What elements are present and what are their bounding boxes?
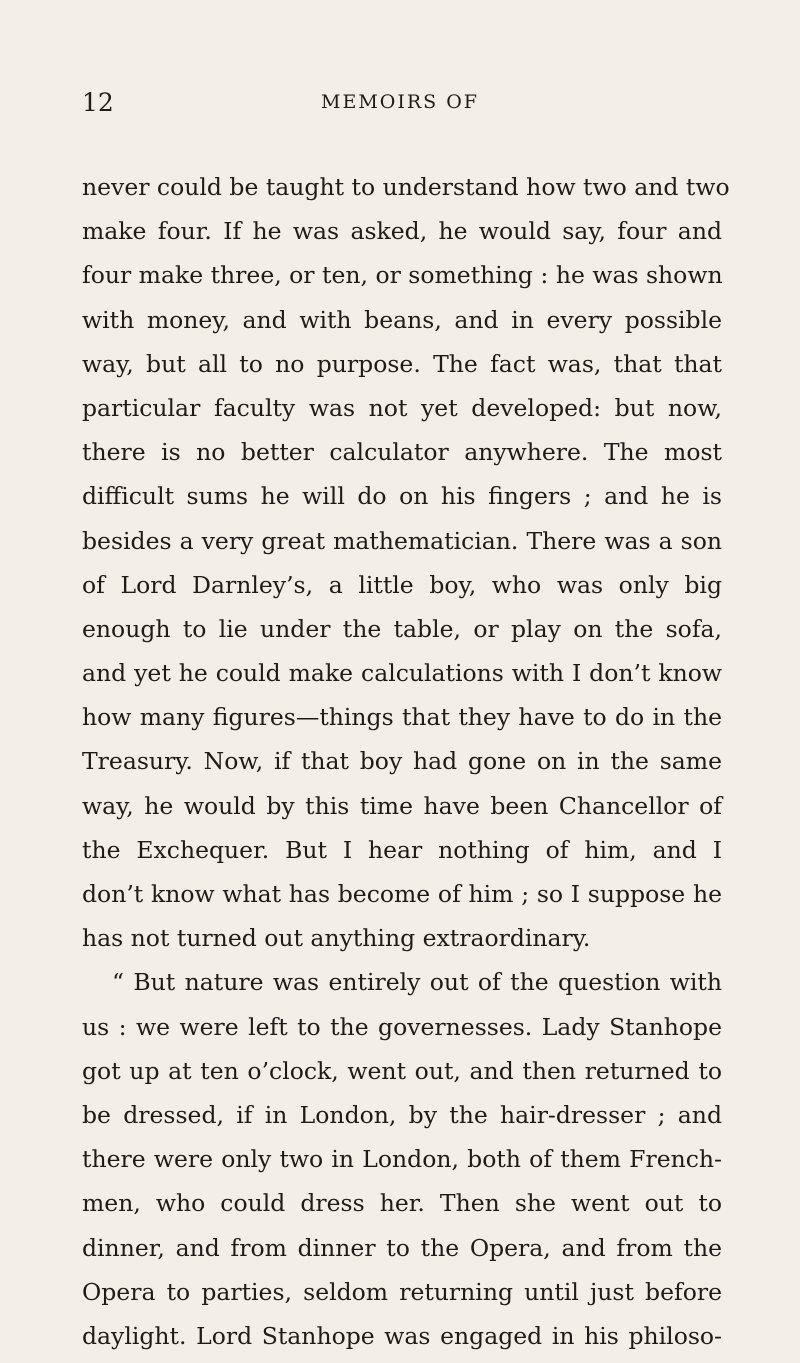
page-number: 12 bbox=[82, 88, 114, 117]
text-line: us : we were left to the governesses. Lady Stanhope bbox=[82, 1012, 722, 1041]
body-text bbox=[82, 165, 730, 1358]
text-line: Treasury. Now, if that boy had gone on in the same bbox=[82, 747, 722, 776]
text-line: “ But nature was entirely out of the question with bbox=[112, 968, 722, 997]
text-line: daylight. Lord Stanhope was engaged in his philoso- bbox=[82, 1321, 722, 1350]
text-line: the Exchequer. But I hear nothing of him, and I bbox=[82, 835, 722, 864]
text-line: men, who could dress her. Then she went out to bbox=[82, 1189, 722, 1218]
text-line: has not turned out anything extraordinary. bbox=[82, 924, 591, 953]
text-line: dinner, and from dinner to the Opera, and from the bbox=[82, 1233, 722, 1262]
text-line: of Lord Darnley’s, a little boy, who was only big bbox=[82, 570, 722, 599]
text-line: be dressed, if in London, by the hair-dresser ; and bbox=[82, 1100, 722, 1129]
page-header bbox=[0, 88, 800, 124]
text-line: way, he would by this time have been Chancellor of bbox=[82, 791, 722, 820]
text-line: Opera to parties, seldom returning until just before bbox=[82, 1277, 722, 1306]
text-line: how many figures—things that they have to do in the bbox=[82, 703, 722, 732]
text-line: with money, and with beans, and in every possible bbox=[82, 305, 722, 334]
text-line: four make three, or ten, or something : he was shown bbox=[82, 261, 723, 290]
text-line: there is no better calculator anywhere. The most bbox=[82, 438, 722, 467]
text-line: make four. If he was asked, he would say, four and bbox=[82, 217, 722, 246]
text-line: don’t know what has become of him ; so I suppose he bbox=[82, 880, 722, 908]
text-line: there were only two in London, both of them French- bbox=[82, 1145, 722, 1174]
text-line: besides a very great mathematician. There was a son bbox=[82, 526, 722, 555]
text-line: never could be taught to understand how two and two bbox=[82, 173, 730, 201]
running-head: MEMOIRS OF bbox=[321, 91, 479, 113]
text-line: enough to lie under the table, or play on the sofa, bbox=[82, 614, 722, 643]
text-line: difficult sums he will do on his fingers ; and he is bbox=[82, 482, 722, 511]
text-line: got up at ten o’clock, went out, and then returned to bbox=[82, 1056, 722, 1085]
text-line: and yet he could make calculations with I don’t know bbox=[82, 659, 722, 688]
text-line: way, but all to no purpose. The fact was, that that bbox=[82, 349, 722, 378]
text-line: particular faculty was not yet developed: but now, bbox=[82, 393, 722, 422]
